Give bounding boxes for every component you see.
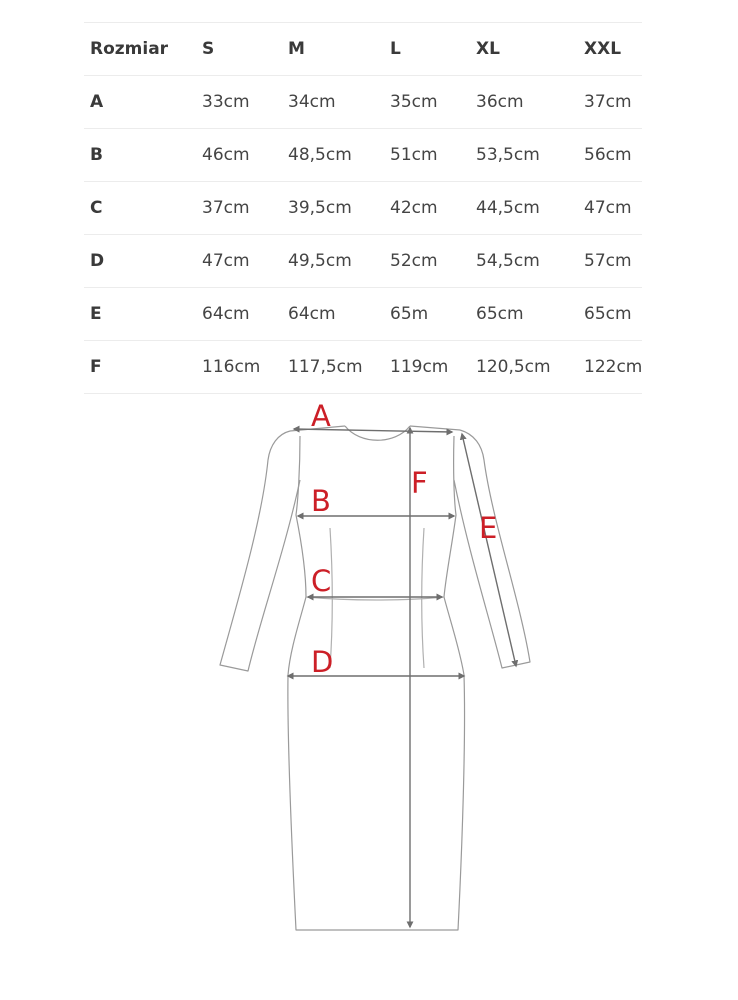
header-cell-l: L [390,39,401,59]
table-cell: 116cm [202,357,261,377]
measure-label-d: D [311,645,334,679]
table-cell: 65cm [584,304,632,324]
table-cell: 49,5cm [288,251,352,271]
table-cell: 117,5cm [288,357,363,377]
table-cell: 51cm [390,145,438,165]
table-cell: 37cm [584,92,632,112]
table-cell: 47cm [584,198,632,218]
table-cell: 37cm [202,198,250,218]
table-cell: 34cm [288,92,336,112]
table-cell: 54,5cm [476,251,540,271]
header-cell-xl: XL [476,39,500,59]
dress-outline [220,426,530,930]
table-cell: 47cm [202,251,250,271]
table-cell: 119cm [390,357,449,377]
row-label: C [90,198,103,218]
table-header-row [84,22,642,75]
table-cell: 46cm [202,145,250,165]
table-cell: 39,5cm [288,198,352,218]
table-row [84,287,642,340]
header-cell-xxl: XXL [584,39,622,59]
table-cell: 52cm [390,251,438,271]
header-cell-size: Rozmiar [90,39,169,59]
header-cell-s: S [202,39,215,59]
table-row [84,234,642,287]
row-label: B [90,145,103,165]
table-cell: 33cm [202,92,250,112]
size-table [84,22,642,394]
header-cell-m: M [288,39,305,59]
measure-label-e: E [479,511,498,545]
dress-measurement-diagram [0,380,738,980]
measure-label-b: B [311,484,331,518]
table-cell: 120,5cm [476,357,551,377]
measure-label-a: A [311,399,331,433]
table-cell: 56cm [584,145,632,165]
table-cell: 48,5cm [288,145,352,165]
row-label: D [90,251,105,271]
row-label: A [90,92,104,112]
table-cell: 122cm [584,357,643,377]
row-label: E [90,304,102,324]
table-cell: 36cm [476,92,524,112]
measure-label-f: F [411,466,428,500]
table-cell: 57cm [584,251,632,271]
table-cell: 64cm [202,304,250,324]
table-row [84,75,642,128]
table-cell: 44,5cm [476,198,540,218]
table-cell: 42cm [390,198,438,218]
measure-label-c: C [311,564,332,598]
table-row [84,181,642,234]
table-cell: 53,5cm [476,145,540,165]
table-cell: 64cm [288,304,336,324]
row-label: F [90,357,102,377]
table-row [84,128,642,181]
table-cell: 65cm [476,304,524,324]
table-cell: 35cm [390,92,438,112]
table-cell: 65m [390,304,429,324]
